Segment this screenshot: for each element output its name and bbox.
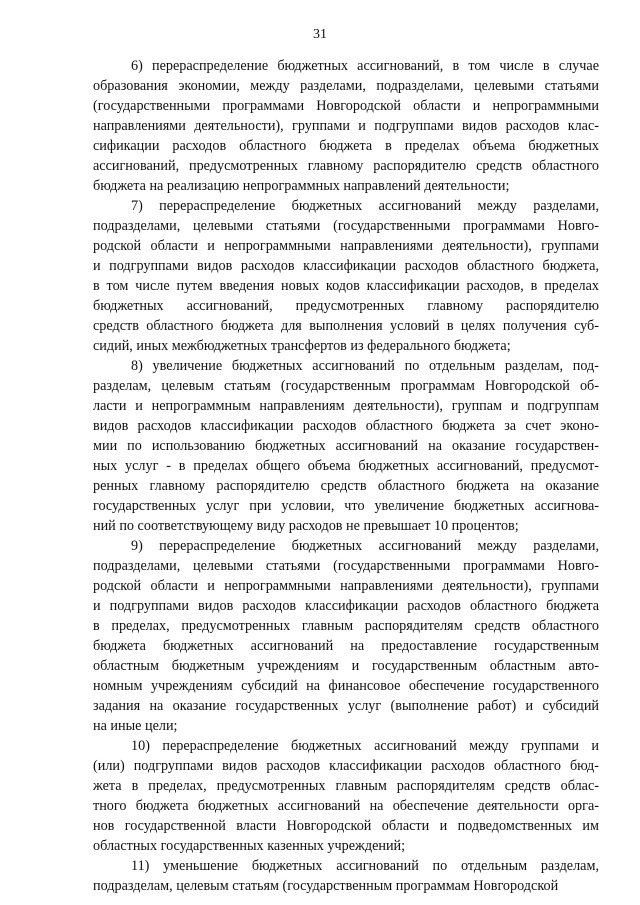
text-line: ассигнований, предусмотренных главному распорядителю средств областного [93,158,599,174]
text-line: 10) перераспределение бюджетных ассигнований между группами и [131,738,599,754]
text-line: номным учреждениям субсидий на финансовое обеспечение государственного [93,678,599,694]
text-line: мии по использованию бюджетных ассигнований на оказание государствен- [93,438,599,454]
text-line: жета в пределах, предусмотренных главным распорядителям средств облас- [93,778,599,794]
text-line: 9) перераспределение бюджетных ассигнований между разделами, [131,538,599,554]
text-line: ренных главному распорядителю средств областного бюджета на оказание [93,478,599,494]
text-line: видов расходов классификации расходов областного бюджета за счет эконо- [93,418,599,434]
text-line: разделам, целевым статьям (государственным программам Новгородской об- [93,378,599,394]
text-line: в том числе путем введения новых кодов классификации расходов, в пределах [93,278,599,294]
text-line: бюджета на реализацию непрограммных направлений деятельности; [93,178,510,194]
paragraph [93,56,599,196]
text-line: 8) увеличение бюджетных ассигнований по отдельным разделам, под- [131,358,599,374]
text-line: сификации расходов областного бюджета в пределах объема бюджетных [93,138,599,154]
text-line: подразделам, целевым статьям (государственным программам Новгородской [93,878,559,894]
text-line: средств областного бюджета для выполнения условий в целях получения суб- [93,318,599,334]
paragraph [93,736,599,856]
paragraph [93,196,599,356]
text-line: направлениями деятельности), группами и подгруппами видов расходов клас- [93,118,599,134]
text-line: в пределах, предусмотренных главным распорядителям средств областного [93,618,599,634]
document-body [93,56,599,896]
text-line: бюджета бюджетных ассигнований на предоставление государственным [93,638,599,654]
paragraph [93,856,599,896]
text-line: 7) перераспределение бюджетных ассигнований между разделами, [131,198,599,214]
text-line: родской области и непрограммными направлениями деятельности), группами [93,578,599,594]
paragraph [93,536,599,736]
text-line: (государственными программами Новгородской области и непрограммными [93,98,599,114]
page-number: 31 [313,27,327,42]
text-line: ных услуг - в пределах общего объема бюджетных ассигнований, предусмот- [93,458,599,474]
paragraph [93,356,599,536]
text-line: 6) перераспределение бюджетных ассигнований, в том числе в случае [131,58,599,74]
text-line: областных государственных казенных учреждений; [93,838,406,854]
text-line: и подгруппами видов расходов классификации расходов областного бюджета, [93,258,599,274]
text-line: подразделами, целевыми статьями (государственными программами Новго- [93,218,599,234]
text-line: сидий, иных межбюджетных трансфертов из федерального бюджета; [93,338,511,354]
text-line: (или) подгруппами видов расходов классификации расходов областного бюд- [93,758,599,774]
text-line: образования экономии, между разделами, подразделами, целевыми статьями [93,78,599,94]
text-line: родской области и непрограммными направлениями деятельности), группами [93,238,599,254]
text-line: 11) уменьшение бюджетных ассигнований по отдельным разделам, [131,858,599,874]
text-line: задания на оказание государственных услуг (выполнение работ) и субсидий [93,698,599,714]
text-line: нов государственной власти Новгородской области и подведомственных им [93,818,599,834]
text-line: государственных услуг при условии, что увеличение бюджетных ассигнова- [93,498,599,514]
text-line: бюджетных ассигнований, предусмотренных главному распорядителю [93,298,599,314]
text-line: ний по соответствующему виду расходов не превышает 10 процентов; [93,518,519,534]
text-line: и подгруппами видов расходов классификации расходов областного бюджета [93,598,599,614]
text-line: на иные цели; [93,718,178,734]
text-line: подразделами, целевыми статьями (государственными программами Новго- [93,558,599,574]
text-line: областным бюджетным учреждениям и государственным областным авто- [93,658,599,674]
text-line: тного бюджета бюджетных ассигнований на обеспечение деятельности орга- [93,798,599,814]
text-line: ласти и непрограммным направлениям деятельности), группам и подгруппам [93,398,599,414]
